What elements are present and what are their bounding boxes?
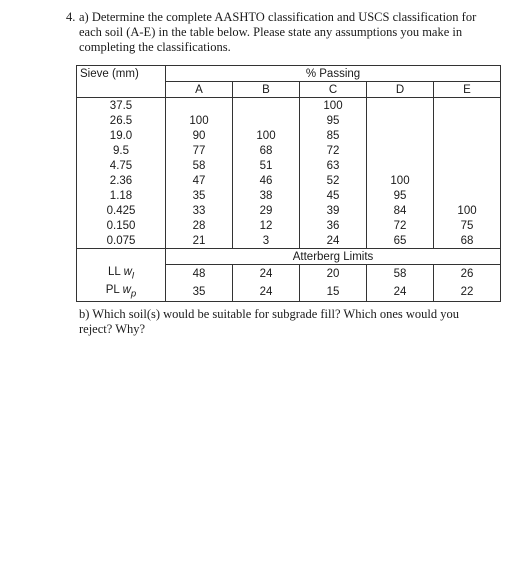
passing-value [233, 98, 300, 114]
passing-value: 35 [166, 188, 233, 203]
passing-value [233, 113, 300, 128]
passing-value: 68 [434, 233, 501, 249]
part-b-line: reject? Why? [79, 322, 146, 336]
table-row [77, 113, 501, 128]
table-row [77, 283, 501, 302]
part-a-line: completing the classifications. [79, 40, 231, 54]
passing-value [367, 158, 434, 173]
passing-value [367, 128, 434, 143]
limit-value: 24 [367, 283, 434, 302]
passing-value: 3 [233, 233, 300, 249]
soil-header: B [233, 82, 300, 98]
passing-value: 21 [166, 233, 233, 249]
passing-value [367, 113, 434, 128]
passing-value: 72 [367, 218, 434, 233]
passing-value: 24 [300, 233, 367, 249]
table-row [77, 203, 501, 218]
sieve-size: 4.75 [77, 158, 166, 173]
limit-value: 22 [434, 283, 501, 302]
header-row [77, 66, 501, 82]
part-b-line: b) Which soil(s) would be suitable for subgrade fill? Which ones would you [79, 307, 460, 321]
part-a-line: each soil (A-E) in the table below. Please state any assumptions you make in [79, 25, 463, 39]
passing-value: 36 [300, 218, 367, 233]
question-part-b [79, 307, 499, 337]
limit-value: 15 [300, 283, 367, 302]
sieve-size: 9.5 [77, 143, 166, 158]
passing-value: 68 [233, 143, 300, 158]
passing-value: 46 [233, 173, 300, 188]
soil-header-row [77, 82, 501, 98]
table-row [77, 158, 501, 173]
limit-value: 24 [233, 265, 300, 283]
limit-value: 24 [233, 283, 300, 302]
sieve-size: 26.5 [77, 113, 166, 128]
passing-value [434, 188, 501, 203]
sieve-size: 2.36 [77, 173, 166, 188]
passing-value: 95 [300, 113, 367, 128]
passing-value: 100 [434, 203, 501, 218]
sieve-header: Sieve (mm) [77, 66, 166, 82]
limit-symbol: w [123, 265, 132, 278]
passing-value: 47 [166, 173, 233, 188]
sieve-size: 0.425 [77, 203, 166, 218]
passing-value: 39 [300, 203, 367, 218]
passing-value [434, 98, 501, 114]
table-row [77, 233, 501, 249]
table-body [77, 66, 501, 302]
passing-value [166, 98, 233, 114]
table-row [77, 98, 501, 114]
table-row [77, 173, 501, 188]
table-row [77, 143, 501, 158]
sieve-analysis-table [76, 65, 501, 302]
passing-value: 38 [233, 188, 300, 203]
atterberg-limits-header: Atterberg Limits [166, 249, 501, 265]
soil-header: E [434, 82, 501, 98]
passing-value: 58 [166, 158, 233, 173]
blank-cell [77, 82, 166, 98]
limit-symbol: w [122, 283, 131, 296]
limit-value: 35 [166, 283, 233, 302]
passing-value: 29 [233, 203, 300, 218]
atterberg-header-row [77, 249, 501, 265]
limit-value: 48 [166, 265, 233, 283]
part-a-line: a) Determine the complete AASHTO classification and USCS classification for [79, 10, 477, 24]
limit-label-ll [77, 265, 166, 283]
sieve-size: 37.5 [77, 98, 166, 114]
passing-value: 72 [300, 143, 367, 158]
soil-header: D [367, 82, 434, 98]
passing-value: 100 [233, 128, 300, 143]
passing-value: 51 [233, 158, 300, 173]
limit-subscript: p [130, 288, 137, 300]
passing-value [434, 128, 501, 143]
passing-value: 75 [434, 218, 501, 233]
passing-value: 84 [367, 203, 434, 218]
passing-value: 52 [300, 173, 367, 188]
limit-name: PL [105, 283, 120, 296]
table-row [77, 218, 501, 233]
passing-value [434, 173, 501, 188]
passing-value: 85 [300, 128, 367, 143]
limit-value: 20 [300, 265, 367, 283]
sieve-size: 1.18 [77, 188, 166, 203]
limit-name: LL [107, 265, 121, 278]
limit-value: 26 [434, 265, 501, 283]
passing-value: 100 [367, 173, 434, 188]
question-part-a [79, 10, 499, 55]
sieve-size: 0.075 [77, 233, 166, 249]
soil-header: A [166, 82, 233, 98]
passing-value: 33 [166, 203, 233, 218]
sieve-size: 0.150 [77, 218, 166, 233]
limit-value: 58 [367, 265, 434, 283]
passing-value: 90 [166, 128, 233, 143]
passing-value: 63 [300, 158, 367, 173]
soil-header: C [300, 82, 367, 98]
passing-value [434, 143, 501, 158]
percent-passing-header: % Passing [166, 66, 501, 82]
sieve-size: 19.0 [77, 128, 166, 143]
passing-value: 12 [233, 218, 300, 233]
passing-value [367, 98, 434, 114]
blank-cell [77, 249, 166, 265]
table-row [77, 265, 501, 283]
passing-value: 65 [367, 233, 434, 249]
limit-subscript: l [131, 269, 135, 281]
passing-value: 100 [300, 98, 367, 114]
passing-value: 45 [300, 188, 367, 203]
table-row [77, 188, 501, 203]
table-row [77, 128, 501, 143]
question-number: 4. [66, 10, 76, 24]
passing-value [367, 143, 434, 158]
passing-value: 95 [367, 188, 434, 203]
passing-value: 28 [166, 218, 233, 233]
passing-value [434, 158, 501, 173]
limit-label-pl [77, 283, 166, 302]
passing-value: 77 [166, 143, 233, 158]
passing-value [434, 113, 501, 128]
passing-value: 100 [166, 113, 233, 128]
